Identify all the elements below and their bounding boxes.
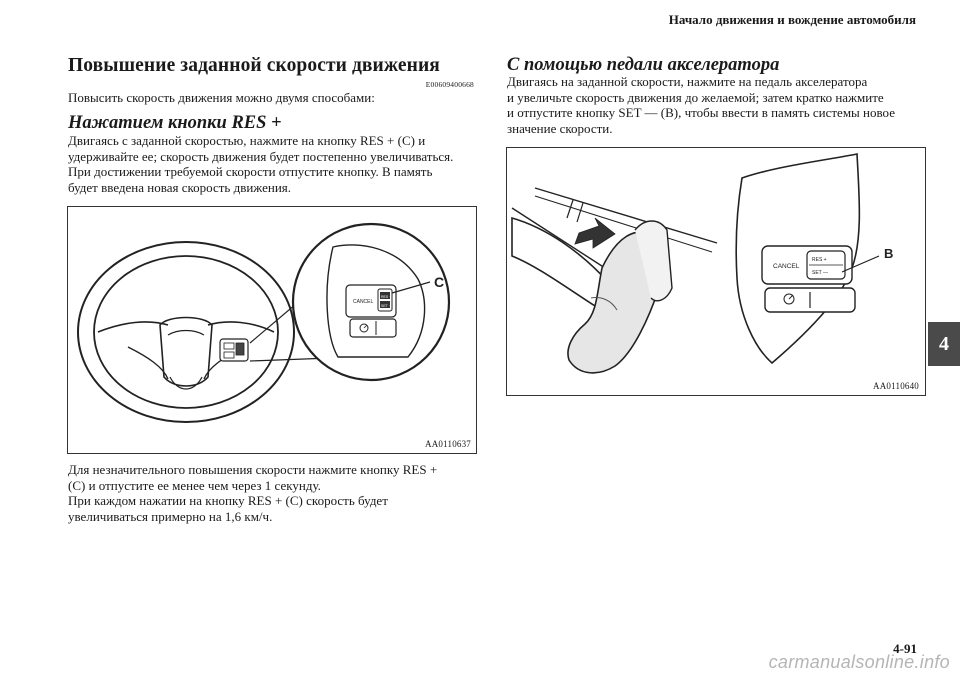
note-line: увеличиваться примерно на 1,6 км/ч. (68, 508, 273, 524)
set-label: SET − (381, 304, 391, 308)
figure-code: AA0110637 (425, 439, 471, 449)
chapter-title: Начало движения и вождение автомобиля (668, 12, 916, 27)
res-label: RES + (812, 257, 827, 263)
res-paragraph (68, 133, 453, 195)
page-number: 4-91 (893, 641, 917, 656)
res-line: будет введена новая скорость движения. (68, 179, 292, 195)
pedal-line: значение скорости. (507, 120, 613, 136)
callout-b: B (884, 246, 894, 261)
res-heading: Нажатием кнопки RES + (68, 113, 282, 133)
pedal-illustration (507, 148, 925, 395)
pedal-paragraph (507, 74, 895, 136)
chapter-tab: 4 (928, 322, 960, 366)
res-line: При достижении требуемой скорости отпустите кнопку. В память (68, 164, 433, 179)
res-line: Двигаясь с заданной скоростью, нажмите на кнопку RES + (C) и (68, 133, 426, 148)
pedal-figure (506, 147, 926, 396)
note-line: (C) и отпустите ее менее чем через 1 секунду. (68, 477, 321, 493)
section-title: Повышение заданной скорости движения (68, 55, 440, 76)
cancel-label: CANCEL (353, 299, 374, 305)
res-note (68, 462, 437, 524)
res-label: RES + (381, 295, 392, 299)
cancel-label: CANCEL (773, 263, 800, 270)
note-line: Для незначительного повышения скорости нажмите кнопку RES + (68, 462, 438, 477)
pedal-line: Двигаясь на заданной скорости, нажмите на педаль акселератора (507, 74, 868, 89)
note-line: При каждом нажатии на кнопку RES + (C) скорость будет (68, 493, 388, 508)
pedal-heading: С помощью педали акселератора (507, 55, 780, 75)
set-label: SET — (812, 270, 829, 276)
section-intro: Повысить скорость движения можно двумя способами: (68, 90, 375, 105)
steering-wheel-figure (67, 206, 477, 454)
pedal-line: и отпустите кнопку SET — (B), чтобы ввести в память системы новое (507, 105, 895, 120)
steering-wheel-illustration (68, 207, 476, 453)
pedal-line: и увеличьте скорость движения до желаемой; затем кратко нажмите (507, 89, 884, 105)
res-line: удерживайте ее; скорость движения будет постепенно увеличиваться. (68, 148, 454, 164)
watermark: carmanualsonline.info (768, 652, 950, 672)
callout-c: C (434, 274, 445, 290)
figure-code: AA0110640 (873, 381, 919, 391)
section-code: E00609400668 (425, 80, 474, 89)
